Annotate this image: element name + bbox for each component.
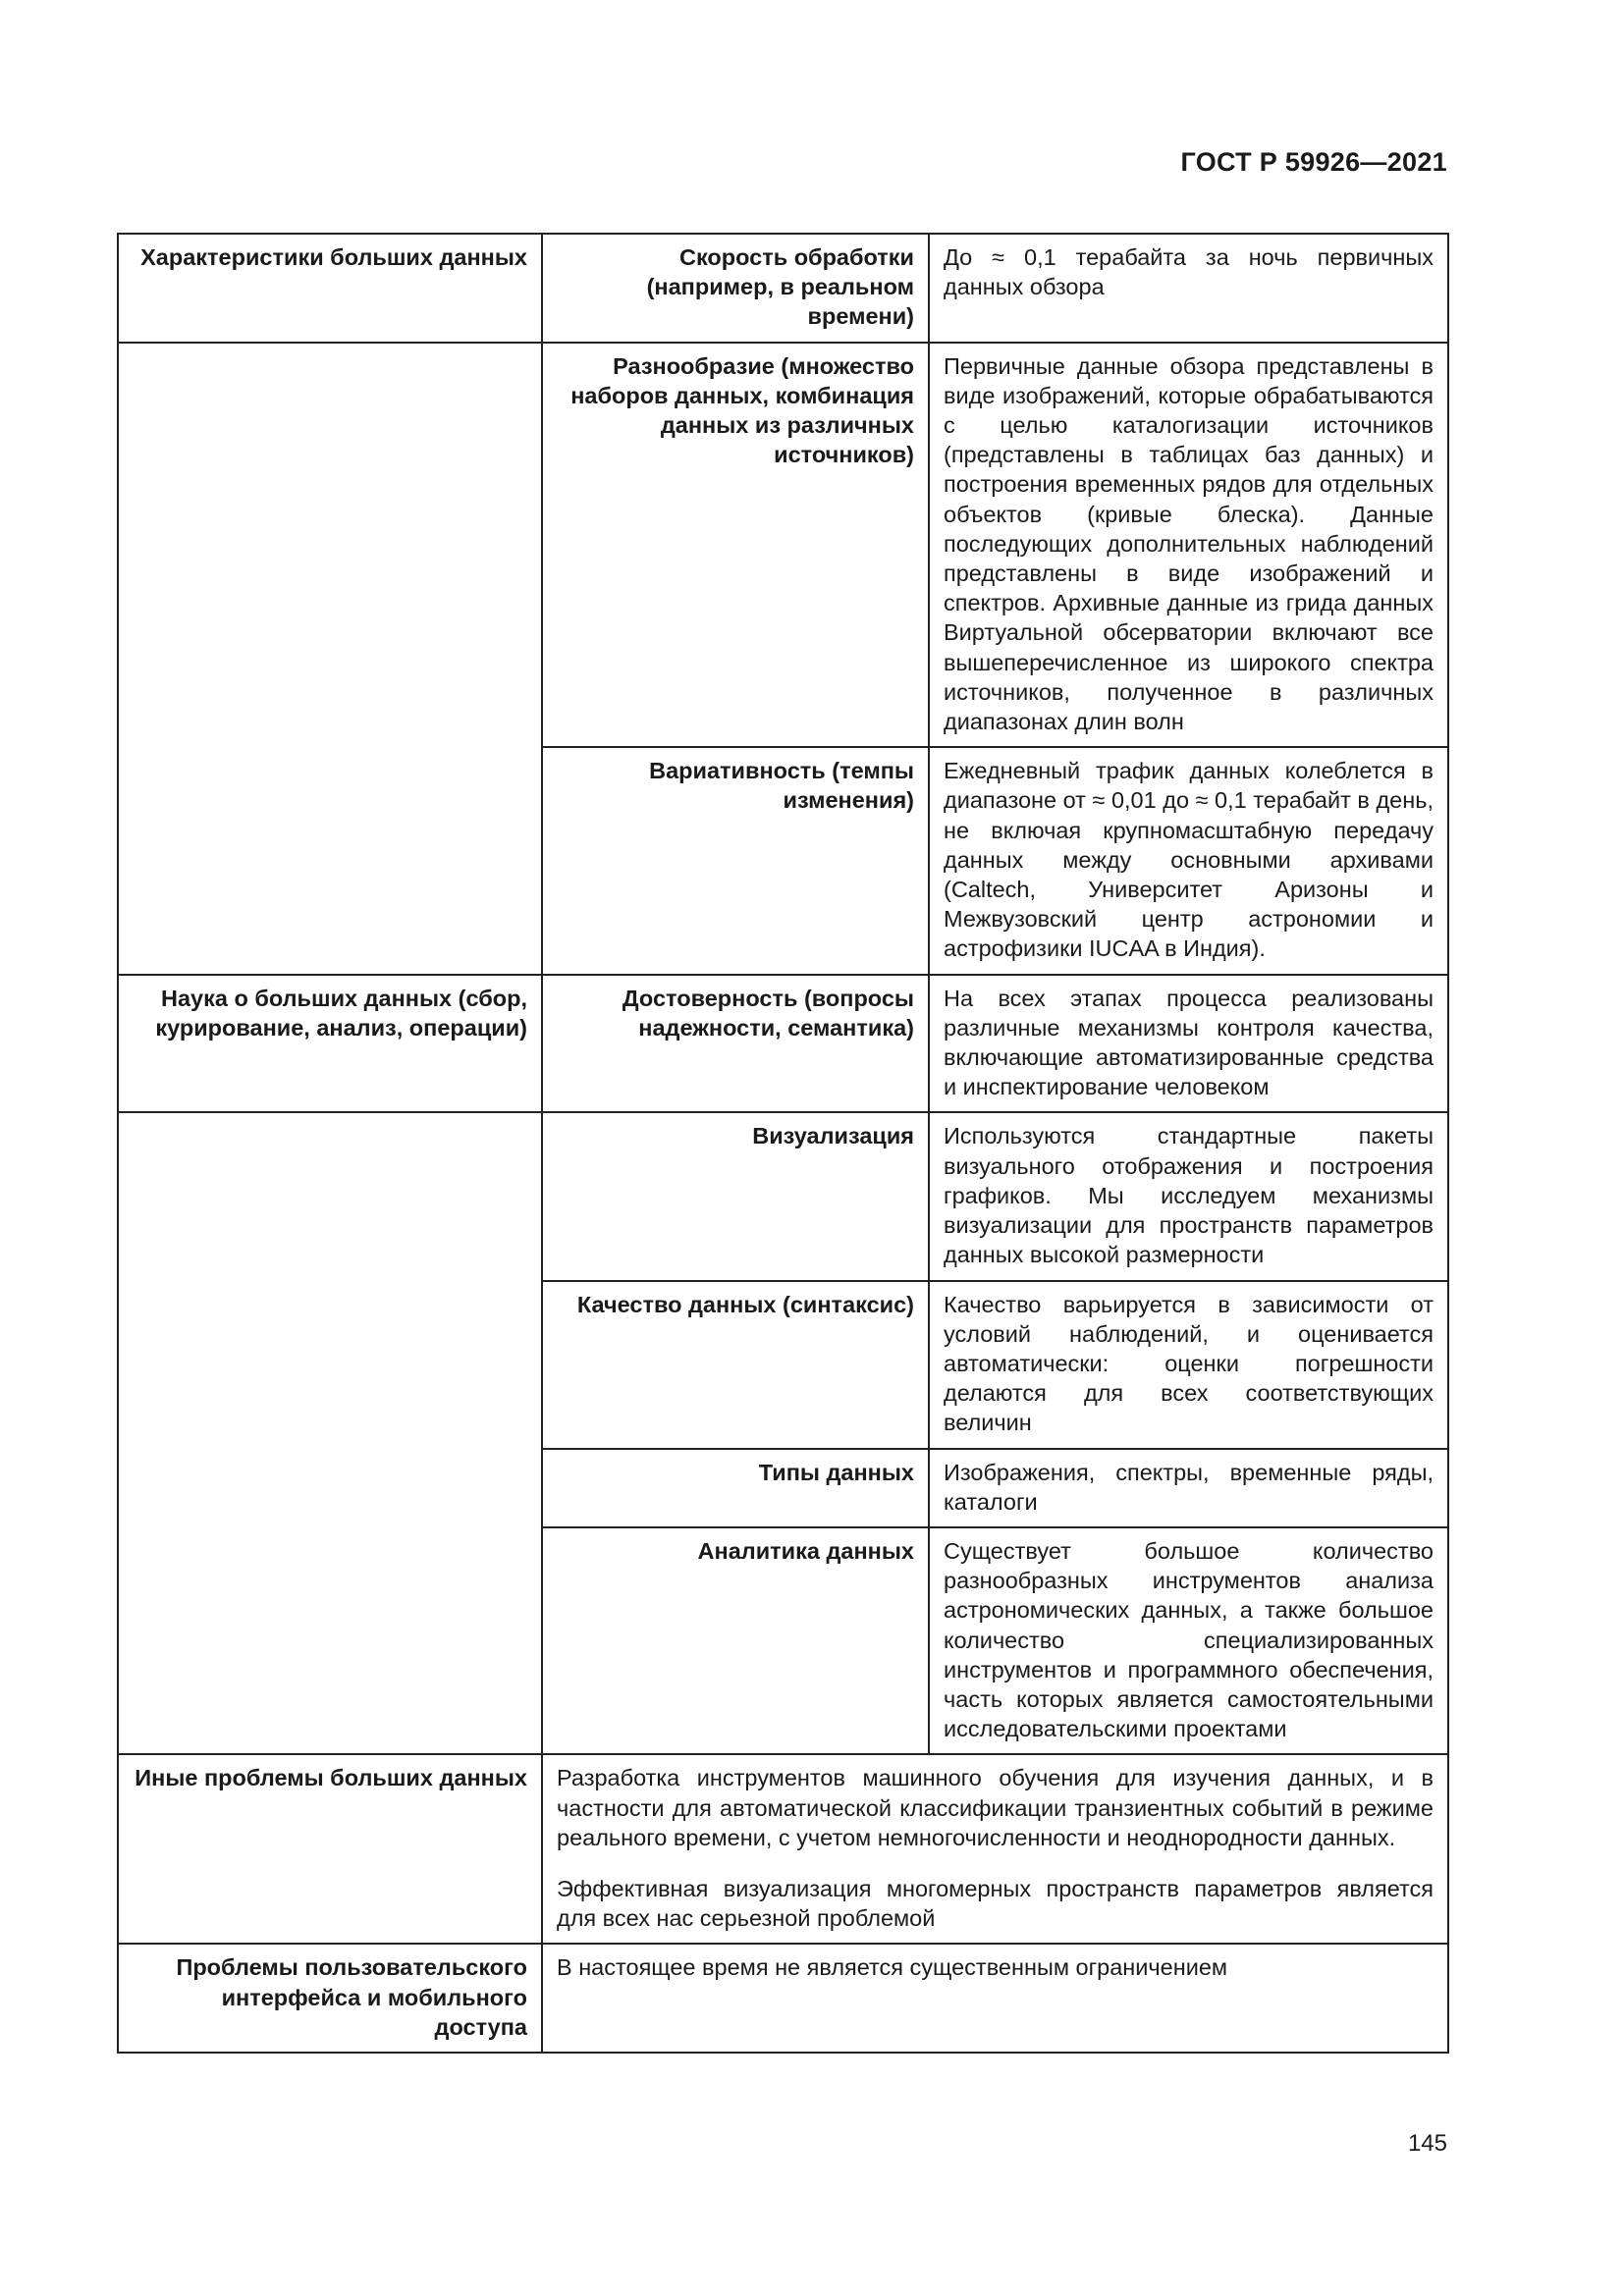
description-cell [542,1754,1448,1944]
category-cell: Наука о больших данных (сбор, курирование, анализ, операции) [118,975,542,1113]
table-row [118,747,1448,974]
parameter-cell: Достоверность (вопросы надежности, семантика) [542,975,929,1113]
table-row [118,975,1448,1113]
parameter-cell: Визуализация [542,1112,929,1280]
page-number: 145 [1407,2130,1447,2157]
document-id: ГОСТ Р 59926—2021 [1180,147,1447,177]
description-cell: На всех этапах процесса реализованы различные механизмы контроля качества, включающие автоматизированные средства и инспектирование человеком [929,975,1448,1113]
parameter-cell: Типы данных [542,1449,929,1527]
category-cell-continued [118,1449,542,1527]
parameter-cell: Разнообразие (множество наборов данных, комбинация данных из различных источников) [542,343,929,748]
parameter-cell: Вариативность (темпы изменения) [542,747,929,974]
table-row [118,234,1448,343]
description-cell: До ≈ 0,1 терабайта за ночь первичных данных обзора [929,234,1448,343]
description-cell: Ежедневный трафик данных колеблется в диапазоне от ≈ 0,01 до ≈ 0,1 терабайт в день, не включая крупномасштабную передачу данных между основными архивами (Caltech, Университет Аризоны и Межвузовский центр астрономии и астрофизики IUCAA в Индия). [929,747,1448,974]
category-cell: Иные проблемы больших данных [118,1754,542,1944]
parameter-cell: Качество данных (синтаксис) [542,1281,929,1449]
paragraph: Эффективная визуализация многомерных пространств параметров является для всех нас серьезной проблемой [557,1875,1434,1932]
category-cell-continued [118,747,542,974]
table-row [118,1944,1448,2053]
description-cell: Первичные данные обзора представлены в виде изображений, которые обрабатываются с целью каталогизации источников (представлены в таблицах баз данных) и построения временных рядов для отдельных объектов (кривые блеска). Данные последующих дополнительных наблюдений представлены в виде изображений и спектров. Архивные данные из грида данных Виртуальной обсерватории включают все вышеперечисленное из широкого спектра источников, полученное в различных диапазонах длин волн [929,343,1448,748]
category-cell-continued [118,1281,542,1449]
parameter-cell: Аналитика данных [542,1527,929,1754]
description-cell: Существует большое количество разнообразных инструментов анализа астрономических данных, а также большое количество специализированных инструментов и программного обеспечения, часть которых является самостоятельными исследовательскими проектами [929,1527,1448,1754]
category-cell: Характеристики больших данных [118,234,542,343]
table-row [118,1112,1448,1280]
description-cell: Изображения, спектры, временные ряды, каталоги [929,1449,1448,1527]
description-cell: Используются стандартные пакеты визуального отображения и построения графиков. Мы исследуем механизмы визуализации для пространств параметров данных высокой размерности [929,1112,1448,1280]
category-cell-continued [118,1112,542,1280]
table-row [118,1754,1448,1944]
table-row [118,1527,1448,1754]
table-row [118,343,1448,748]
category-cell-continued [118,1527,542,1754]
category-cell: Проблемы пользовательского интерфейса и мобильного доступа [118,1944,542,2053]
paragraph: Разработка инструментов машинного обучения для изучения данных, и в частности для автоматической классификации транзиентных событий в режиме реального времени, с учетом немногочисленности и неоднородности данных. [557,1765,1434,1850]
parameter-cell: Скорость обработки (например, в реальном времени) [542,234,929,343]
requirements-table [117,233,1449,2054]
description-cell: Качество варьируется в зависимости от условий наблюдений, и оценивается автоматически: оценки погрешности делаются для всех соответствующих величин [929,1281,1448,1449]
category-cell-continued [118,343,542,748]
description-cell: В настоящее время не является существенным ограничением [542,1944,1448,2053]
table-row [118,1449,1448,1527]
table-row [118,1281,1448,1449]
